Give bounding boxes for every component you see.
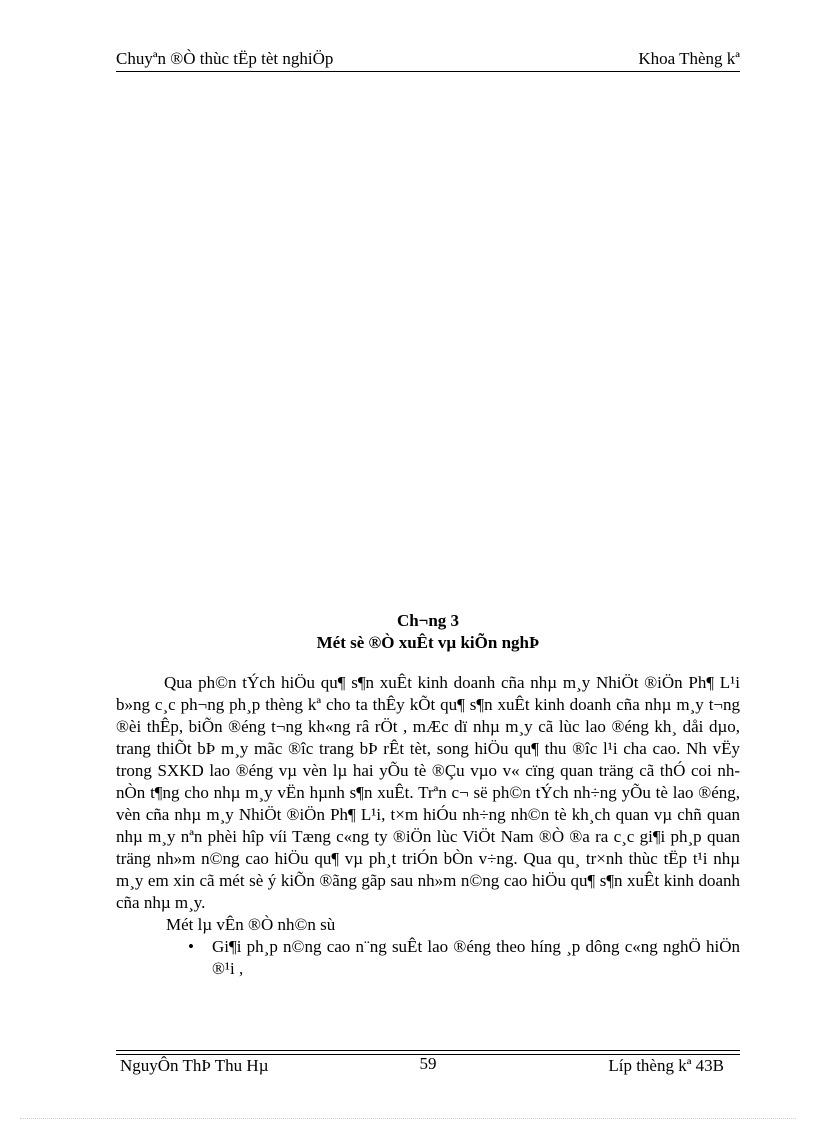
- list-item-text: Gi¶i ph¸p n©ng cao n¨ng suÊt lao ®éng theo híng ¸p dông c«ng nghÖ hiÖn ®¹i ,: [212, 937, 740, 978]
- header-rule: [116, 71, 740, 72]
- footer-rule-top: [116, 1050, 740, 1051]
- header-right-department: Khoa Thèng kª: [638, 49, 740, 68]
- footer-author: NguyÔn ThÞ Thu Hµ: [120, 1056, 269, 1075]
- page-header: [116, 48, 740, 70]
- section-lead: Mét lµ vÊn ®Ò nh©n sù: [166, 915, 336, 934]
- header-left-title: Chuyªn ®Ò thùc tËp tèt nghiÖp: [116, 49, 334, 68]
- body-paragraph: Qua ph©n tÝch hiÖu qu¶ s¶n xuÊt kinh doanh cña nhµ m¸y NhiÖt ®iÖn Ph¶ L¹i b»ng c¸c ph¬ng ph¸p thèng kª cho ta thÊy kÕt qu¶ s¶n xuÊt kinh doanh cña nhµ m¸y t¬ng ®èi thÊp, biÕn ®éng t¬ng kh«ng râ rÖt , mÆc dï nhµ m¸y cã lùc lao ®éng kh¸ dåi dµo, trang thiÕt bÞ m¸y mãc ®îc trang bÞ rÊt tèt, song hiÖu qu¶ thu ®îc l¹i cha cao. Nh vËy trong SXKD lao ®éng vµ vèn lµ hai yÕu tè ®Çu vµo v« cïng quan träng cã thÓ coi nh nÒn t¶ng cho nhµ m¸y vËn hµnh s¶n xuÊt. Trªn c¬ së ph©n tÝch nh÷ng yÕu tè lao ®éng, vèn cña nhµ m¸y NhiÖt ®iÖn Ph¶ L¹i, t×m hiÓu nh÷ng nh©n tè kh¸ch quan vµ chñ quan nhµ m¸y nªn phèi hîp víi Tæng c«ng ty ®iÖn lùc ViÖt Nam ®Ò ®a ra c¸c gi¶i ph¸p quan träng nh»m n©ng cao hiÖu qu¶ vµ ph¸t triÓn bÒn v÷ng. Qua qu¸ tr×nh thùc tËp t¹i nhµ m¸y em xin cã mét sè ý kiÕn ®ãng gãp sau nh»m n©ng cao hiÖu qu¶ s¶n xuÊt kinh doanh cña nhµ m¸y.: [116, 673, 740, 912]
- bullet-icon: •: [188, 937, 194, 956]
- chapter-subtitle: Mét sè ®Ò xuÊt vµ kiÕn nghÞ: [316, 633, 540, 652]
- chapter-title: Ch¬ng 3: [396, 611, 460, 630]
- list-item: [116, 936, 740, 980]
- page-number: 59: [419, 1054, 437, 1073]
- page-body: [116, 610, 740, 980]
- page-footer: [116, 1055, 740, 1077]
- page-edge-divider: [20, 1118, 796, 1119]
- footer-class: Líp thèng kª 43B: [608, 1056, 724, 1075]
- bullet-list: [116, 936, 740, 980]
